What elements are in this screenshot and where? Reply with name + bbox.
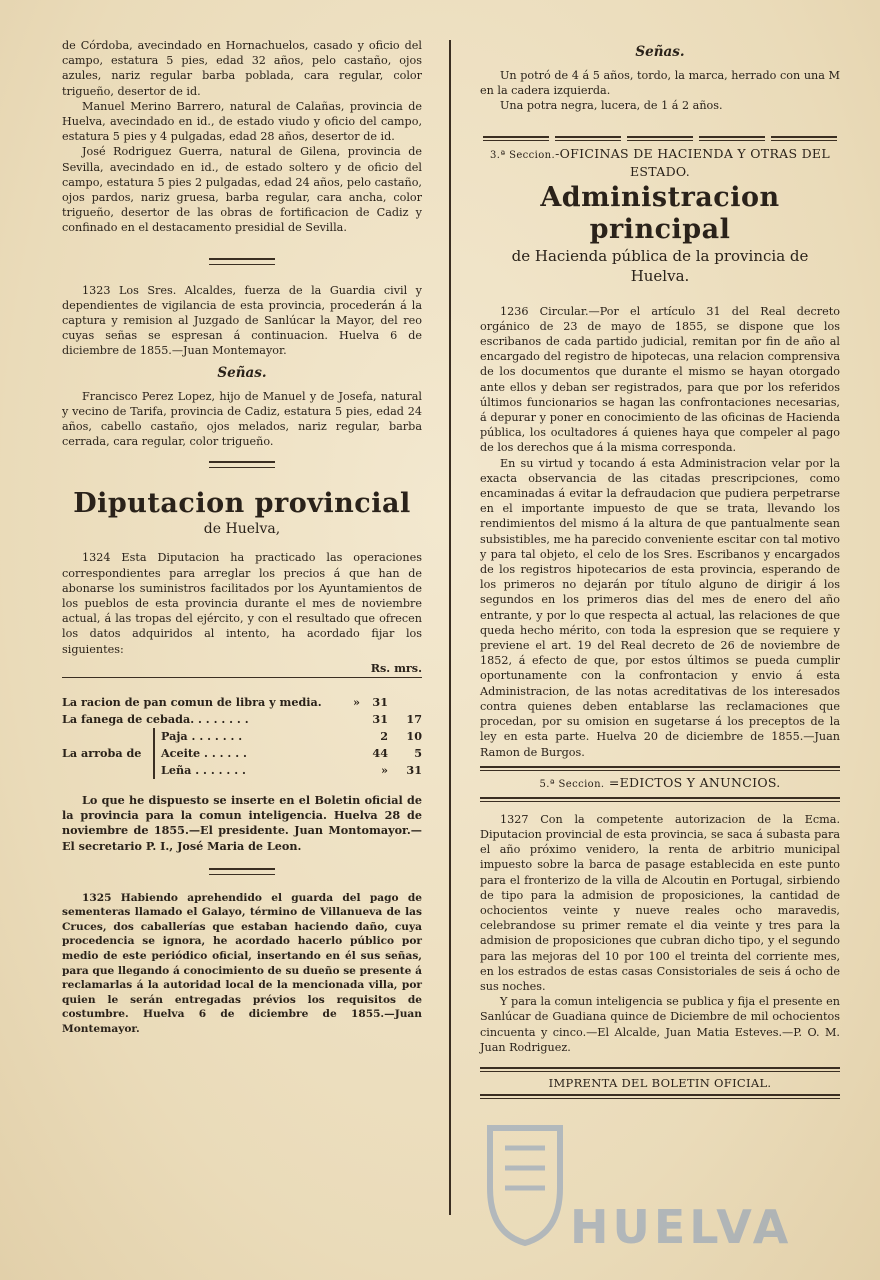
senas-item-2: Una potra negra, lucera, de 1 á 2 años.	[500, 99, 723, 113]
price-header-rule	[62, 677, 422, 678]
senas-description: Francisco Perez Lopez, hijo de Manuel y de Josefa, natural y vecino de Tarifa, provincia de Cadiz, estatura 5 pies, edad 24 años, cabello castaño, ojos melados, nariz regular, barba cerrada, cara regular, color trigueño.	[62, 389, 422, 449]
price-rs: »	[381, 762, 388, 777]
notice-1236: 1236 Circular.—Por el artículo 31 del Real decreto orgánico de 23 de mayo de 1855, se dispone que los escribanos de cada partido judicial, remitan por fin de año al encargado del registro de hipotecas, una relacion comprensiva de los documentos que durante el mismo se hayan otorgado ante ellos y deban ser registrados, para que por los referidos últimos funcionarios se hagan las confrontaciones necesarias, á depurar y poner en conocimiento de las oficinas de Hacienda pública, los ocultadores á quienes haya que compeler al pago de los derechos que á la misma corresponda.	[480, 304, 840, 455]
price-table	[62, 694, 422, 728]
price-label: Leña . . . . . . .	[161, 762, 246, 777]
right-column	[480, 44, 840, 1099]
separator-rule	[209, 461, 275, 468]
notice-1325: 1325 Habiendo aprehendido el guarda del pago de sementeras llamado el Galayo, término de Villanueva de las Cruces, dos caballerías que estaban haciendo daño, cuya procedencia se ignora, he acordado hacerlo público por medio de este periódico oficial, insertando en él sus señas, para que llegando á conocimiento de su dueño se presente á reclamarlas á la autoridad local de la mencionada villa, por quien le serán entregadas prévios los requisitos de costumbre. Huelva 6 de diciembre de 1855.—Juan Montemayor.	[62, 891, 422, 1036]
price-dots	[330, 711, 360, 728]
price-mrs: 5	[414, 745, 422, 760]
price-mrs: 10	[406, 728, 422, 743]
price-mrs	[388, 694, 422, 711]
notice-1324: 1324 Esta Diputacion ha practicado las operaciones correspondientes para arreglar los precios á que han de abonarse los suministros facilitados por los Ayuntamientos de los pueblos de esta provincia durante el mes de noviembre actual, á las tropas del ejército, y con el resultado que ofrecen los datos adquiridos al intento, ha acordado fijar los siguientes:	[62, 551, 422, 656]
price-label: Aceite . . . . . .	[161, 745, 247, 760]
section-3-prefix: 3.ª Seccion.	[490, 149, 556, 161]
left-column	[62, 38, 422, 1037]
senas-heading: Señas.	[217, 364, 267, 381]
price-rs: 2	[380, 728, 388, 743]
diputacion-title: Diputacion provincial	[73, 488, 411, 520]
price-dots: »	[353, 694, 360, 709]
left-paragraph-3: José Rodriguez Guerra, natural de Gilena, provincia de Sevilla, avecindado en id., de estado soltero y de oficio del campo, estatura 5 pies 2 pulgadas, edad 24 años, pelo castaño, ojos pardos, nariz gruesa, barba regular, cara ancha, color trigueño, desertor de las obras de fortificacion de Cadiz y confinado en el destacamento presidial de Sevilla.	[62, 145, 422, 235]
notice-1323: 1323 Los Sres. Alcaldes, fuerza de la Guardia civil y dependientes de vigilancia de esta provincia, procederán á la captura y remision al Juzgado de Sanlúcar la Mayor, del reo cuyas señas se espresan á continuacion. Huelva 6 de diciembre de 1855.—Juan Montemayor.	[62, 283, 422, 358]
arroba-label: La arroba de	[62, 728, 154, 779]
price-label: La fanega de cebada. . . . . . . .	[62, 711, 249, 726]
section-5-text: =EDICTOS Y ANUNCIOS.	[608, 774, 781, 790]
watermark-text: HUELVA	[570, 1200, 793, 1254]
notice-comun: Y para la comun inteligencia se publica y fija el presente en Sanlúcar de Guadiana quince de Diciembre de mil ochocientos cincuenta y cinco.—El Alcalde, Juan Matia Esteves.—P. O. M. Juan Rodriguez.	[480, 995, 840, 1054]
senas-item-1: Un potró de 4 á 5 años, tordo, la marca, herrado con una M en la cadera izquierda.	[480, 69, 840, 98]
price-row	[62, 711, 422, 728]
left-paragraph-2: Manuel Merino Barrero, natural de Calañas, provincia de Huelva, avecindado en id., de estado viudo y oficio del campo, estatura 5 pies y 4 pulgadas, edad 28 años, desertor de id.	[62, 99, 422, 144]
crest-icon	[480, 1118, 570, 1248]
watermark	[480, 1088, 800, 1258]
column-divider	[449, 40, 451, 1215]
price-rs: 44	[372, 745, 388, 760]
section-5-prefix: 5.ª Seccion.	[539, 778, 605, 790]
notice-virtud: En su virtud y tocando á esta Administracion velar por la exacta observancia de las citadas prescripciones, como encaminadas á evitar la defraudacion que pudiera perpetrarse en el importante impuesto de que se trata, llevando los rendimientos del mismo á la altura de que pantualmente sean subsistibles, me ha parecido conveniente escitar con tal motivo y para tal objeto, el celo de los Sres. Escribanos y encargados de los registros hipotecarios de esta provincia, esperando de los primeros no dejarán por título alguno de dirigir á los segundos en los primeros dias del mes de enero del año entrante, y por lo que respecta al actual, las relaciones de que queda hecho mérito, con toda la espresion que se requiere y previene el art. 19 del Real decreto de 26 de noviembre de 1852, á efecto de que, por estos últimos se pueda cumplir oportunamente con la confrontacion y envio á esta Administracion, de las notas acreditativas de los interesados contra quienes deben entablarse las reclamaciones que procedan, por su omision en sugetarse á los preceptos de la ley en esta parte. Huelva 20 de diciembre de 1855.—Juan Ramon de Burgos.	[480, 456, 841, 759]
administracion-subtitle: de Hacienda pública de la provincia de Huelva.	[511, 246, 809, 285]
notice-inserte: Lo que he dispuesto se inserte en el Boletin oficial de la provincia para la comun inteligencia. Huelva 28 de noviembre de 1855.—El presidente. Juan Montomayor.—El secretario P. I., José Maria de Leon.	[62, 792, 422, 853]
price-rs: 31	[372, 711, 388, 726]
price-row	[62, 728, 422, 745]
imprenta-rule	[480, 1067, 840, 1072]
price-label: La racion de pan comun de libra y media.	[62, 694, 322, 709]
section-5-heading	[480, 775, 840, 793]
price-mrs: 17	[406, 711, 422, 726]
separator-rule	[209, 258, 275, 265]
section-3-heading	[480, 146, 840, 180]
price-mrs: 31	[406, 762, 422, 777]
price-row	[62, 694, 422, 711]
price-rs: 31	[372, 694, 388, 709]
separator-rule	[209, 868, 275, 875]
imprenta-footer: IMPRENTA DEL BOLETIN OFICIAL.	[548, 1075, 772, 1090]
left-paragraph-1: de Córdoba, avecindado en Hornachuelos, casado y oficio del campo, estatura 5 pies, edad 32 años, pelo castaño, ojos azules, nariz regular barba poblada, cara regular, color trigueño, desertor de id.	[62, 39, 422, 98]
senas-heading: Señas.	[635, 44, 685, 60]
section-3-text: -OFICINAS DE HACIENDA Y OTRAS DEL ESTADO.	[555, 145, 830, 179]
price-label: Paja . . . . . . .	[161, 728, 243, 743]
diputacion-subtitle: de Huelva,	[203, 521, 281, 538]
price-header: Rs. mrs.	[370, 660, 422, 675]
notice-1327: 1327 Con la competente autorizacion de la Ecma. Diputacion provincial de esta provincia, se saca á subasta para el año próximo venidero, la renta de arbitrio municipal impuesto sobre la barca de pasage establecida en este punto para el fronterizo de la villa de Alcoutin en Portugal, sirbiendo de tipo para la admision de proposiciones, la cantidad de ochocientos veinte y nueve reales ocho maravedis, celebrandose su primer remate el dia veinte y tres para la admision de proposiciones que cubran dicho tipo, y el segundo para las mejoras del 10 por 100 el treinta del corriente mes, en los estrados de estas casas Consistoriales de seis á ocho de sus noches.	[480, 812, 840, 993]
administracion-title: Administracion principal	[540, 181, 780, 245]
arroba-table	[62, 728, 422, 779]
